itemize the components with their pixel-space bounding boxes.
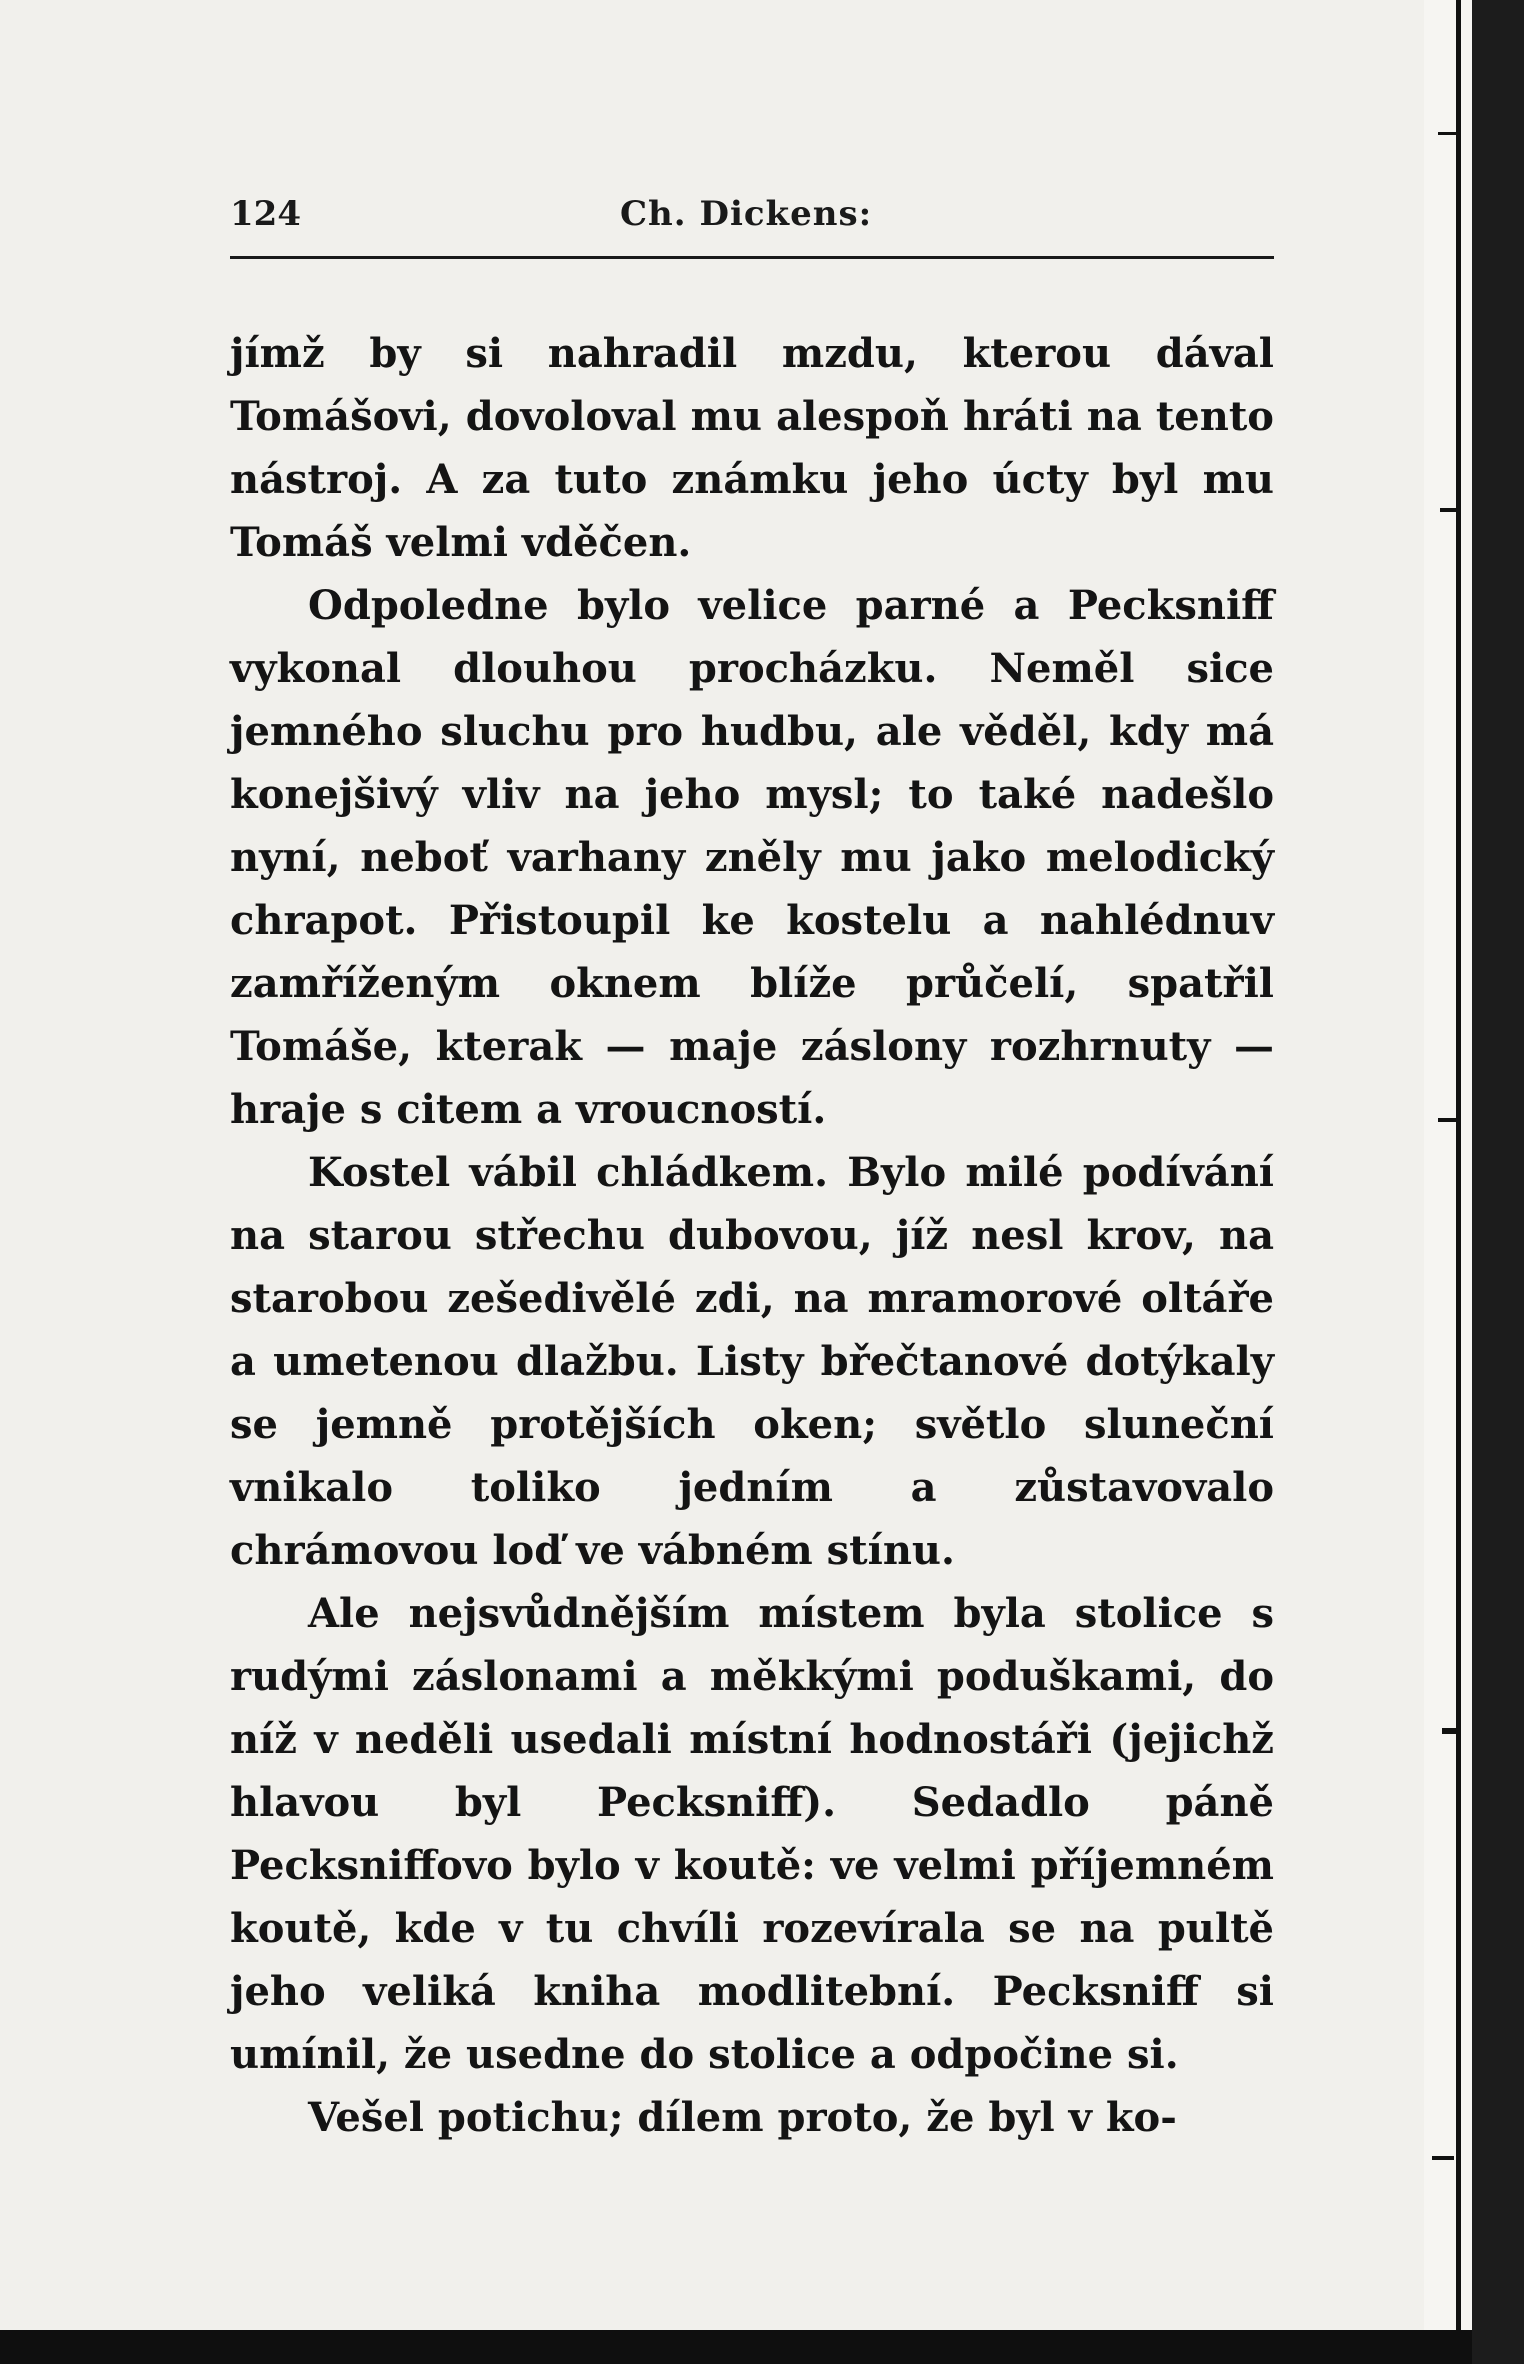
page-edge — [1424, 0, 1472, 2364]
page-header — [230, 194, 1274, 244]
paragraph: Odpoledne bylo velice parné a Pecksniff vykonal dlouhou procházku. Neměl sice jemného sluchu pro hudbu, ale věděl, kdy má konejšivý vliv na jeho mysl; to také nadešlo nyní, neboť varhany zněly mu jako melodický chrapot. Přistoupil ke kostelu a nahlédnuv zamříženým oknem blíže průčelí, spatřil Tomáše, kterak — maje záslony rozhrnuty — hraje s citem a vroucností. — [230, 582, 1274, 1133]
header-rule — [230, 256, 1274, 259]
scan-border — [0, 2330, 1472, 2364]
page-number: 124 — [230, 194, 301, 234]
paragraph: Vešel potichu; dílem proto, že byl v ko- — [308, 2094, 1177, 2141]
paragraph: Ale nejsvůdnějším místem byla stolice s rudými záslonami a měkkými poduškami, do níž v neděli usedali místní hodnostáři (jejichž hlavou byl Pecksniff). Sedadlo páně Pecksniffovo bylo v koutě: ve velmi příjemném koutě, kde v tu chvíli rozevírala se na pultě jeho veliká kniha modlitební. Pecksniff si umínil, že usedne do stolice a odpočine si. — [230, 1590, 1274, 2078]
edge-mark — [1438, 132, 1456, 135]
edge-mark — [1440, 508, 1456, 512]
body-text — [230, 322, 1274, 2149]
edge-mark — [1438, 1118, 1456, 1122]
edge-rule — [1456, 0, 1461, 2364]
edge-mark — [1442, 1728, 1456, 1734]
edge-mark — [1432, 2156, 1454, 2160]
paragraph: Kostel vábil chládkem. Bylo milé podívání na starou střechu dubovou, jíž nesl krov, na starobou zešedivělé zdi, na mramorové oltáře a umetenou dlažbu. Listy břečtanové dotýkaly se jemně protějších oken; světlo sluneční vnikalo toliko jedním a zůstavovalo chrámovou loď ve vábném stínu. — [230, 1149, 1274, 1574]
paragraph: jímž by si nahradil mzdu, kterou dával Tomášovi, dovoloval mu alespoň hráti na tento nástroj. A za tuto známku jeho úcty byl mu Tomáš velmi vděčen. — [230, 330, 1274, 566]
running-title: Ch. Dickens: — [620, 194, 873, 234]
